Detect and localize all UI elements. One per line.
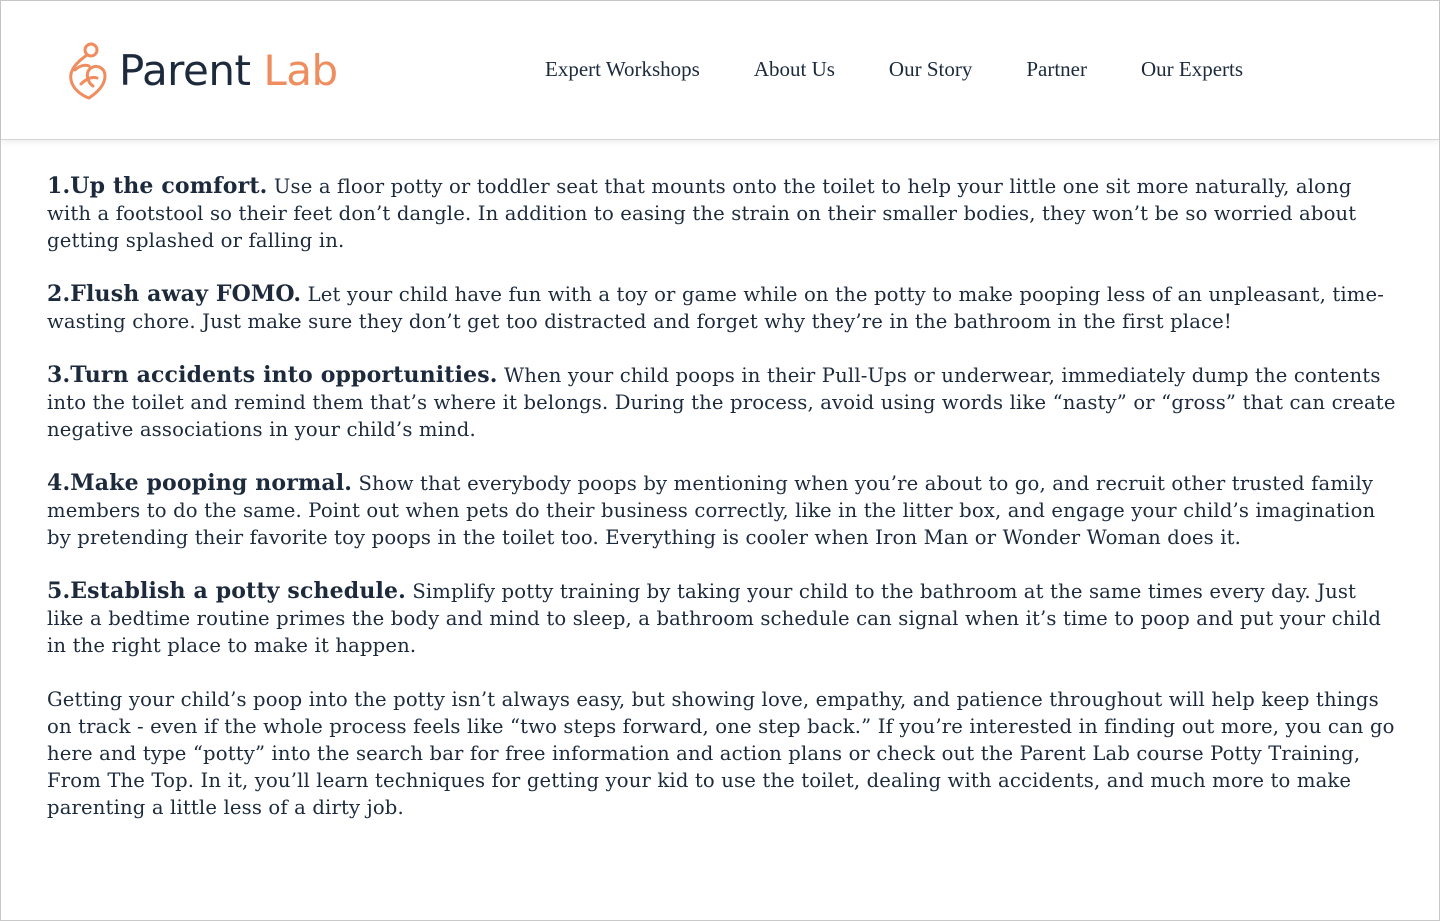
tip-paragraph-4 [47, 470, 1399, 551]
tip-paragraph-3 [47, 362, 1399, 443]
site-header [1, 1, 1439, 140]
nav-item-expert-workshops[interactable]: Expert Workshops [545, 57, 700, 81]
nav-item-our-experts[interactable]: Our Experts [1141, 57, 1244, 81]
tip-heading-2: 2.Flush away FOMO. [47, 281, 302, 307]
nav-item-about-us[interactable]: About Us [753, 57, 835, 81]
tip-heading-1: 1.Up the comfort. [47, 173, 268, 199]
tip-text-2: Let your child have fun with a toy or game while on the potty to make pooping less of an unpleasant, time-wasting chore. Just make sure they don’t get too distracted and forget why they’re in the bathroom in the first place! [47, 283, 1385, 333]
tip-paragraph-5 [47, 578, 1399, 659]
nav-item-our-story[interactable]: Our Story [888, 57, 973, 81]
tip-text-4: Show that everybody poops by mentioning when you’re about to go, and recruit other trusted family members to do the same. Point out when pets do their business correctly, like in the litter box, and engage your child’s imagination by pretending their favorite toy poops in the toilet too. Everything is cooler when Iron Man or Wonder Woman does it. [47, 472, 1376, 549]
tip-paragraph-1 [47, 173, 1399, 254]
tip-heading-3: 3.Turn accidents into opportunities. [47, 362, 498, 388]
main-nav [545, 57, 1243, 82]
brand-logo[interactable] [65, 39, 338, 103]
tip-text-3: When your child poops in their Pull-Ups or underwear, immediately dump the contents into the toilet and remind them that’s where it belongs. During the process, avoid using words like “nasty” or “gross” that can create negative associations in your child’s mind. [47, 364, 1396, 441]
brand-wordmark [119, 46, 338, 95]
tip-heading-4: 4.Make pooping normal. [47, 470, 353, 496]
tip-paragraph-2 [47, 281, 1399, 335]
brand-name-part2: Lab [263, 46, 338, 95]
article-body [47, 173, 1399, 848]
tip-heading-5: 5.Establish a potty schedule. [47, 578, 406, 604]
tip-text-1: Use a floor potty or toddler seat that mounts onto the toilet to help your little one sit more naturally, along with a footstool so their feet don’t dangle. In addition to easing the strain on their smaller bodies, they won’t be so worried about getting splashed or falling in. [47, 175, 1357, 252]
tip-text-5: Simplify potty training by taking your child to the bathroom at the same times every day. Just like a bedtime routine primes the body and mind to sleep, a bathroom schedule can signal when it’s time to poop and put your child in the right place to make it happen. [47, 580, 1382, 657]
closing-paragraph: Getting your child’s poop into the potty isn’t always easy, but showing love, empathy, and patience throughout will help keep things on track - even if the whole process feels like “two steps forward, one step back.” If you’re interested in finding out more, you can go here and type “potty” into the search bar for free information and action plans or check out the Parent Lab course Potty Training, From The Top. In it, you’ll learn techniques for getting your kid to use the toilet, dealing with accidents, and much more to make parenting a little less of a dirty job. [47, 688, 1395, 819]
brand-name-part1: Parent [119, 46, 251, 95]
nav-item-partner[interactable]: Partner [1026, 57, 1087, 81]
heart-knot-logo-icon [65, 40, 109, 102]
